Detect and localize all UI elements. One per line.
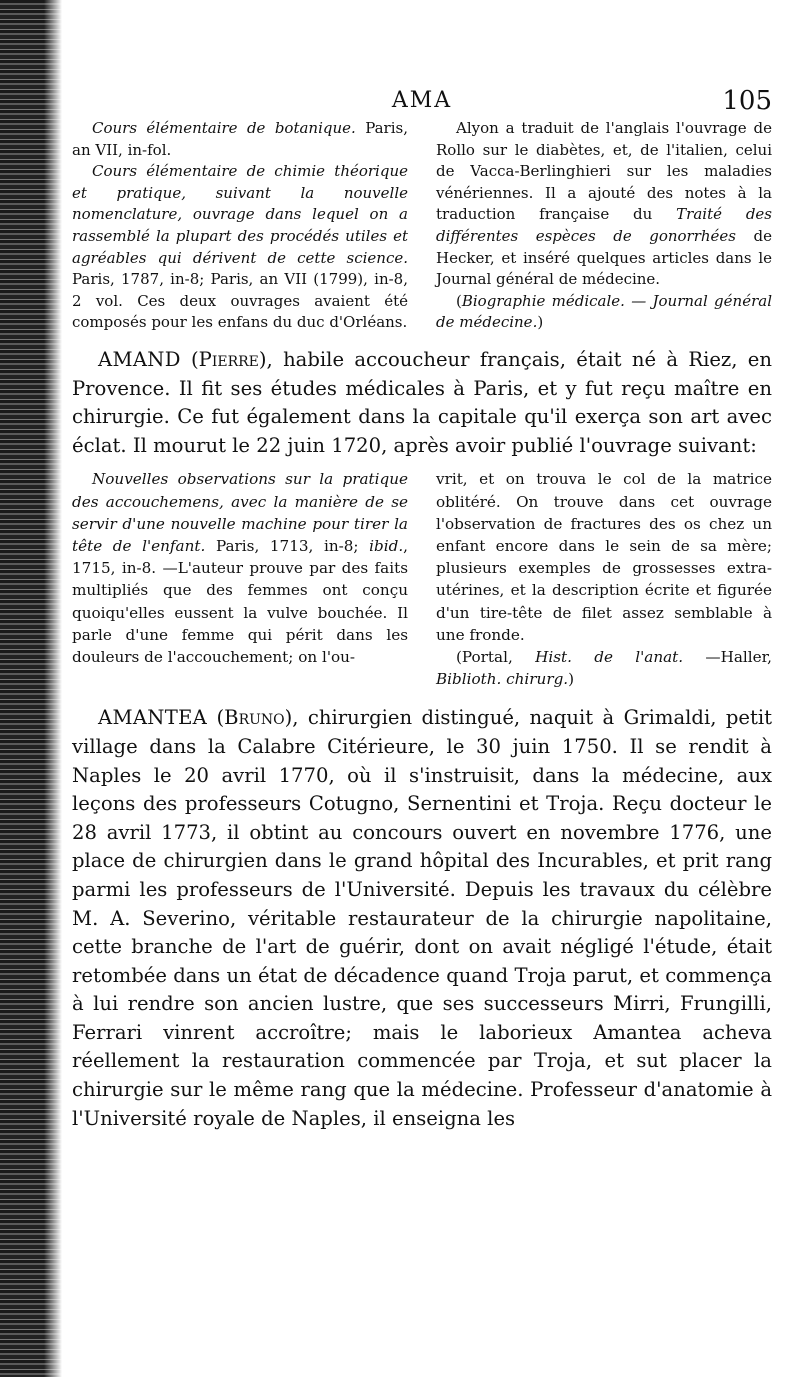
entry-amand bbox=[72, 346, 772, 460]
source-citation bbox=[436, 291, 772, 334]
note-text-tail: de Hecker, et inséré quelques articles dans le Journal général de médecine. bbox=[436, 226, 772, 289]
amand-works-block bbox=[72, 468, 772, 690]
source-citation bbox=[436, 646, 772, 690]
work-title: Traité des différentes espèces de gonorrhées bbox=[436, 205, 772, 245]
work-title: Cours élémentaire de botanique. bbox=[92, 119, 356, 137]
amand-works-right-column bbox=[436, 468, 772, 690]
publication-details: Paris, an VII, in-fol. bbox=[72, 119, 408, 159]
running-title: AMA bbox=[391, 88, 453, 113]
paren-close: ) bbox=[537, 313, 544, 332]
citation-author-2: —Haller, bbox=[683, 647, 773, 666]
entry-text: , habile accoucheur français, était né à Riez, en Provence. Il fit ses études médicales à Paris, et y fut reçu maître en chirurgie. Ce fut également dans la capitale qu'il exerça son art avec éclat. Il mourut le 22 juin 1720, après avoir publié l'ouvrage suivant: bbox=[72, 347, 772, 457]
page-number: 105 bbox=[722, 86, 772, 116]
book-page bbox=[72, 88, 772, 1133]
top-right-column bbox=[436, 118, 772, 334]
work-description-continued: vrit, et on trouva le col de la matrice oblitéré. On trouve dans cet ouvrage l'observation de fractures des os chez un enfant encore dans le sein de sa mère; plusieurs exemples de grossesses extra-utérines, et la description écrite et figurée d'un tire-tête de filet assez semblable à une fronde. bbox=[436, 470, 772, 644]
work-title: Nouvelles observations sur la pratique des accouchemens, avec la manière de se servir d'une nouvelle machine pour tirer la tête de l'enfant. bbox=[72, 470, 408, 555]
entry-amantea bbox=[72, 704, 772, 1133]
entry-name: AMAND bbox=[98, 347, 181, 371]
work-title: Cours élémentaire de chimie théorique et pratique, suivant la nouvelle nomenclature, ouvrage dans lequel on a rassemblé la plupart des procédés utiles et agréables qui dérivent de cette science. bbox=[72, 162, 408, 267]
top-two-column-block bbox=[72, 118, 772, 334]
top-left-column bbox=[72, 118, 408, 334]
entry-text: , chirurgien distingué, naquit à Grimaldi, petit village dans la Calabre Citérieure, le 30 juin 1750. Il se rendit à Naples le 20 avril 1770, où il s'instruisit, dans la médecine, aux leçons des professeurs Cotugno, Sernentini et Troja. Reçu docteur le 28 avril 1773, il obtint au concours ouvert en novembre 1776, une place de chirurgien dans le grand hôpital des Incurables, et prit rang parmi les professeurs de l'Université. Depuis les travaux du célèbre M. A. Severino, véritable restaurateur de la chirurgie napolitaine, cette branche de l'art de guérir, dont on avait négligé l'étude, était retombée dans un état de décadence quand Troja parut, et commença à lui rendre son ancien lustre, que ses successeurs Mirri, Frungilli, Ferrari vinrent accroître; mais le laborieux Amantea acheva réellement la restauration commencée par Troja, et sut placer la chirurgie sur le même rang que la médecine. Professeur d'anatomie à l'Université royale de Naples, il enseigna les bbox=[72, 706, 772, 1130]
ibid: ibid. bbox=[369, 536, 404, 555]
amand-works-left-column bbox=[72, 468, 408, 690]
work-description: , 1715, in-8. —L'auteur prouve par des faits multipliés que des femmes ont conçu quoiqu'elles eussent la vulve bouchée. Il parle d'une femme qui périt dans les douleurs de l'accouchement; on l'ou- bbox=[72, 536, 408, 666]
bibliography-item bbox=[72, 161, 408, 334]
entry-given-name: (Bruno) bbox=[216, 706, 293, 730]
note-text: Alyon a traduit de l'anglais l'ouvrage de Rollo sur le diabètes, et, de l'italien, celui de Vacca-Berlinghieri sur les maladies vénériennes. Il a ajouté des notes à la traduction française du bbox=[436, 119, 772, 224]
bibliography-item bbox=[72, 118, 408, 161]
citation-work: Hist. de l'anat. bbox=[535, 647, 684, 666]
page-header bbox=[72, 88, 772, 118]
citation-work-2: Biblioth. chirurg. bbox=[436, 670, 569, 689]
publication-details: Paris, 1787, in-8; Paris, an VII (1799), in-8, 2 vol. Ces deux ouvrages avaient été composés pour les enfans du duc d'Orléans. bbox=[72, 270, 408, 332]
scan-binding-edge bbox=[0, 0, 62, 1377]
bibliography-item bbox=[72, 468, 408, 668]
paren-close: ) bbox=[568, 670, 575, 689]
citation-author: (Portal, bbox=[456, 647, 536, 666]
sources: Biographie médicale. — Journal général de médecine. bbox=[436, 291, 772, 332]
entry-name: AMANTEA bbox=[98, 706, 208, 730]
publication-details: Paris, 1713, in-8; bbox=[205, 536, 370, 555]
entry-given-name: (Pierre) bbox=[191, 347, 267, 371]
paren-open: ( bbox=[456, 291, 462, 310]
translations-note bbox=[436, 118, 772, 291]
